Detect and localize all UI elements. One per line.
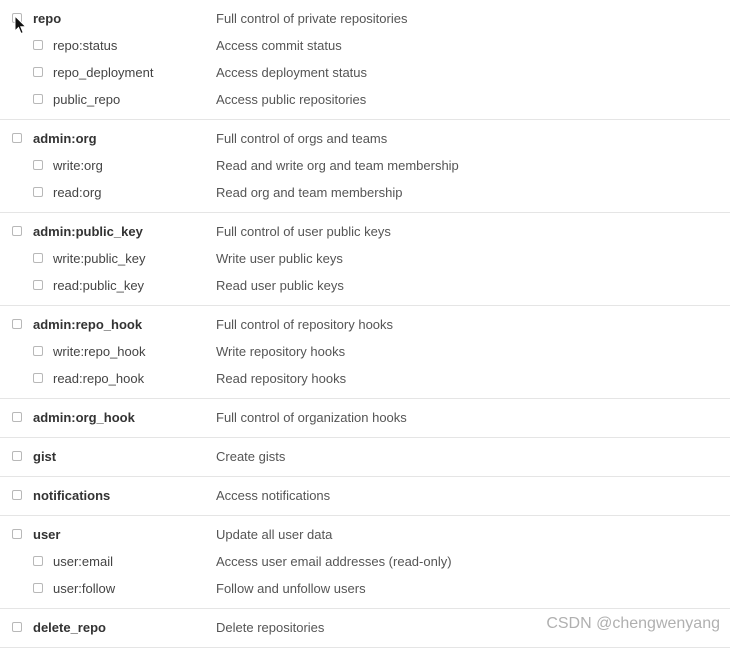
scope-name: public_repo xyxy=(53,92,121,107)
scope-description: Create gists xyxy=(216,449,286,464)
scope-description: Full control of repository hooks xyxy=(216,317,394,332)
scope-name: admin:org xyxy=(33,131,97,146)
scope-row xyxy=(0,548,730,575)
scope-row xyxy=(0,32,730,59)
scope-description: Read and write org and team membership xyxy=(216,158,459,173)
scope-row xyxy=(0,311,730,338)
scope-name: admin:public_key xyxy=(33,224,143,239)
scope-row xyxy=(0,272,730,299)
scope-description: Read org and team membership xyxy=(216,185,403,200)
scope-checkbox[interactable] xyxy=(12,13,22,23)
scope-group-user xyxy=(0,516,730,609)
scope-row xyxy=(0,86,730,113)
scope-row xyxy=(0,59,730,86)
scope-description: Write user public keys xyxy=(216,251,343,266)
scope-checkbox[interactable] xyxy=(33,556,43,566)
scope-row xyxy=(0,218,730,245)
scope-checkbox[interactable] xyxy=(33,67,43,77)
scope-group-gist xyxy=(0,438,730,477)
scope-name: read:public_key xyxy=(53,278,145,293)
scope-description: Update all user data xyxy=(216,527,333,542)
scope-row xyxy=(0,179,730,206)
scope-name: repo:status xyxy=(53,38,118,53)
scope-checkbox[interactable] xyxy=(33,94,43,104)
scope-group-admin-public-key xyxy=(0,213,730,306)
scope-checkbox[interactable] xyxy=(12,451,22,461)
scope-description: Access user email addresses (read-only) xyxy=(216,554,452,569)
scope-group-notifications xyxy=(0,477,730,516)
scope-checkbox[interactable] xyxy=(12,490,22,500)
scope-name: notifications xyxy=(33,488,111,503)
scope-checkbox[interactable] xyxy=(12,412,22,422)
scope-checkbox[interactable] xyxy=(33,280,43,290)
scope-name: write:repo_hook xyxy=(53,344,146,359)
scope-row xyxy=(0,152,730,179)
scope-description: Full control of private repositories xyxy=(216,11,408,26)
scope-description: Access commit status xyxy=(216,38,342,53)
scope-row xyxy=(0,482,730,509)
scope-checkbox[interactable] xyxy=(33,253,43,263)
scope-checkbox[interactable] xyxy=(12,319,22,329)
scope-description: Full control of user public keys xyxy=(216,224,391,239)
scope-group-repo xyxy=(0,0,730,120)
scope-name: write:org xyxy=(53,158,103,173)
scope-row xyxy=(0,365,730,392)
scope-row xyxy=(0,575,730,602)
scope-row xyxy=(0,338,730,365)
watermark: CSDN @chengwenyang xyxy=(546,615,720,632)
scope-description: Access public repositories xyxy=(216,92,367,107)
scope-description: Delete repositories xyxy=(216,620,325,635)
scope-name: delete_repo xyxy=(33,620,106,635)
scope-checkbox[interactable] xyxy=(12,226,22,236)
scope-name: gist xyxy=(33,449,57,464)
scope-group-admin-org xyxy=(0,120,730,213)
scope-group-admin-org-hook xyxy=(0,399,730,438)
scope-name: read:org xyxy=(53,185,102,200)
scope-checkbox[interactable] xyxy=(33,583,43,593)
scope-name: user:follow xyxy=(53,581,116,596)
scope-name: admin:repo_hook xyxy=(33,317,143,332)
scope-name: read:repo_hook xyxy=(53,371,145,386)
scope-group-admin-repo-hook xyxy=(0,306,730,399)
scope-checkbox[interactable] xyxy=(12,622,22,632)
scope-description: Write repository hooks xyxy=(216,344,346,359)
scope-description: Read user public keys xyxy=(216,278,344,293)
scope-row xyxy=(0,443,730,470)
scope-row xyxy=(0,404,730,431)
scope-description: Read repository hooks xyxy=(216,371,347,386)
scope-description: Full control of organization hooks xyxy=(216,410,407,425)
scope-checkbox[interactable] xyxy=(33,373,43,383)
scope-name: repo xyxy=(33,11,62,26)
scope-row xyxy=(0,125,730,152)
scope-description: Access deployment status xyxy=(216,65,368,80)
scope-name: user:email xyxy=(53,554,113,569)
scope-name: write:public_key xyxy=(53,251,146,266)
scope-row xyxy=(0,5,730,32)
scope-checkbox[interactable] xyxy=(33,160,43,170)
scope-description: Follow and unfollow users xyxy=(216,581,366,596)
scope-checkbox[interactable] xyxy=(33,346,43,356)
scope-row xyxy=(0,521,730,548)
scope-name: repo_deployment xyxy=(53,65,154,80)
scope-checkbox[interactable] xyxy=(12,529,22,539)
scope-name: admin:org_hook xyxy=(33,410,135,425)
scope-description: Full control of orgs and teams xyxy=(216,131,388,146)
scope-checkbox[interactable] xyxy=(33,187,43,197)
scope-checkbox[interactable] xyxy=(33,40,43,50)
scope-row xyxy=(0,245,730,272)
scope-description: Access notifications xyxy=(216,488,331,503)
scope-checkbox[interactable] xyxy=(12,133,22,143)
scope-name: user xyxy=(33,527,61,542)
